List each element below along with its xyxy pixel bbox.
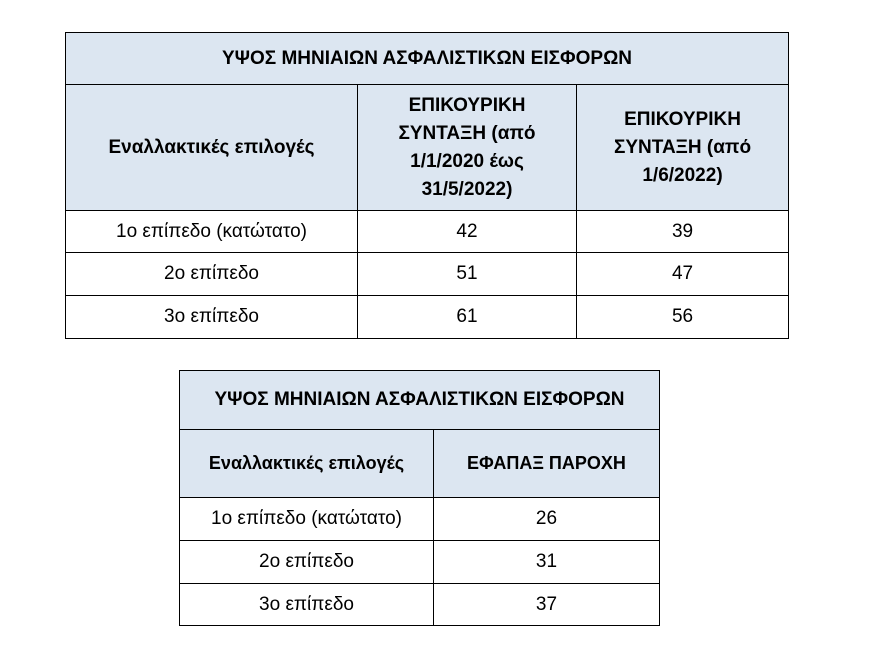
- table-row: [180, 498, 660, 541]
- contributions-table-lump-sum: [179, 370, 660, 626]
- cell-value: 42: [358, 211, 577, 253]
- table-title: ΥΨΟΣ ΜΗΝΙΑΙΩΝ ΑΣΦΑΛΙΣΤΙΚΩΝ ΕΙΣΦΟΡΩΝ: [66, 33, 789, 85]
- contributions-table-auxiliary-pension: [65, 32, 789, 339]
- cell-value: 31: [434, 541, 660, 584]
- cell-value: 51: [358, 253, 577, 296]
- column-header-pension-from-2022: ΕΠΙΚΟΥΡΙΚΗ ΣΥΝΤΑΞΗ (από 1/6/2022): [577, 85, 789, 211]
- cell-value: 26: [434, 498, 660, 541]
- table-row: [66, 296, 789, 339]
- cell-value: 61: [358, 296, 577, 339]
- table-row: [66, 211, 789, 253]
- column-header-pension-2020-2022: ΕΠΙΚΟΥΡΙΚΗ ΣΥΝΤΑΞΗ (από 1/1/2020 έως 31/5/2022): [358, 85, 577, 211]
- table-row: [180, 584, 660, 626]
- cell-value: 37: [434, 584, 660, 626]
- column-header-options: Εναλλακτικές επιλογές: [180, 430, 434, 498]
- table-row: [180, 541, 660, 584]
- row-label: 1ο επίπεδο (κατώτατο): [66, 211, 358, 253]
- table-title-row: [180, 371, 660, 430]
- row-label: 3ο επίπεδο: [180, 584, 434, 626]
- table-header-row: [180, 430, 660, 498]
- row-label: 3ο επίπεδο: [66, 296, 358, 339]
- column-header-options: Εναλλακτικές επιλογές: [66, 85, 358, 211]
- table-header-row: [66, 85, 789, 211]
- row-label: 2ο επίπεδο: [66, 253, 358, 296]
- row-label: 2ο επίπεδο: [180, 541, 434, 584]
- cell-value: 56: [577, 296, 789, 339]
- cell-value: 47: [577, 253, 789, 296]
- table-title-row: [66, 33, 789, 85]
- table-row: [66, 253, 789, 296]
- cell-value: 39: [577, 211, 789, 253]
- table-title: ΥΨΟΣ ΜΗΝΙΑΙΩΝ ΑΣΦΑΛΙΣΤΙΚΩΝ ΕΙΣΦΟΡΩΝ: [180, 371, 660, 430]
- row-label: 1ο επίπεδο (κατώτατο): [180, 498, 434, 541]
- column-header-lump-sum: ΕΦΑΠΑΞ ΠΑΡΟΧΗ: [434, 430, 660, 498]
